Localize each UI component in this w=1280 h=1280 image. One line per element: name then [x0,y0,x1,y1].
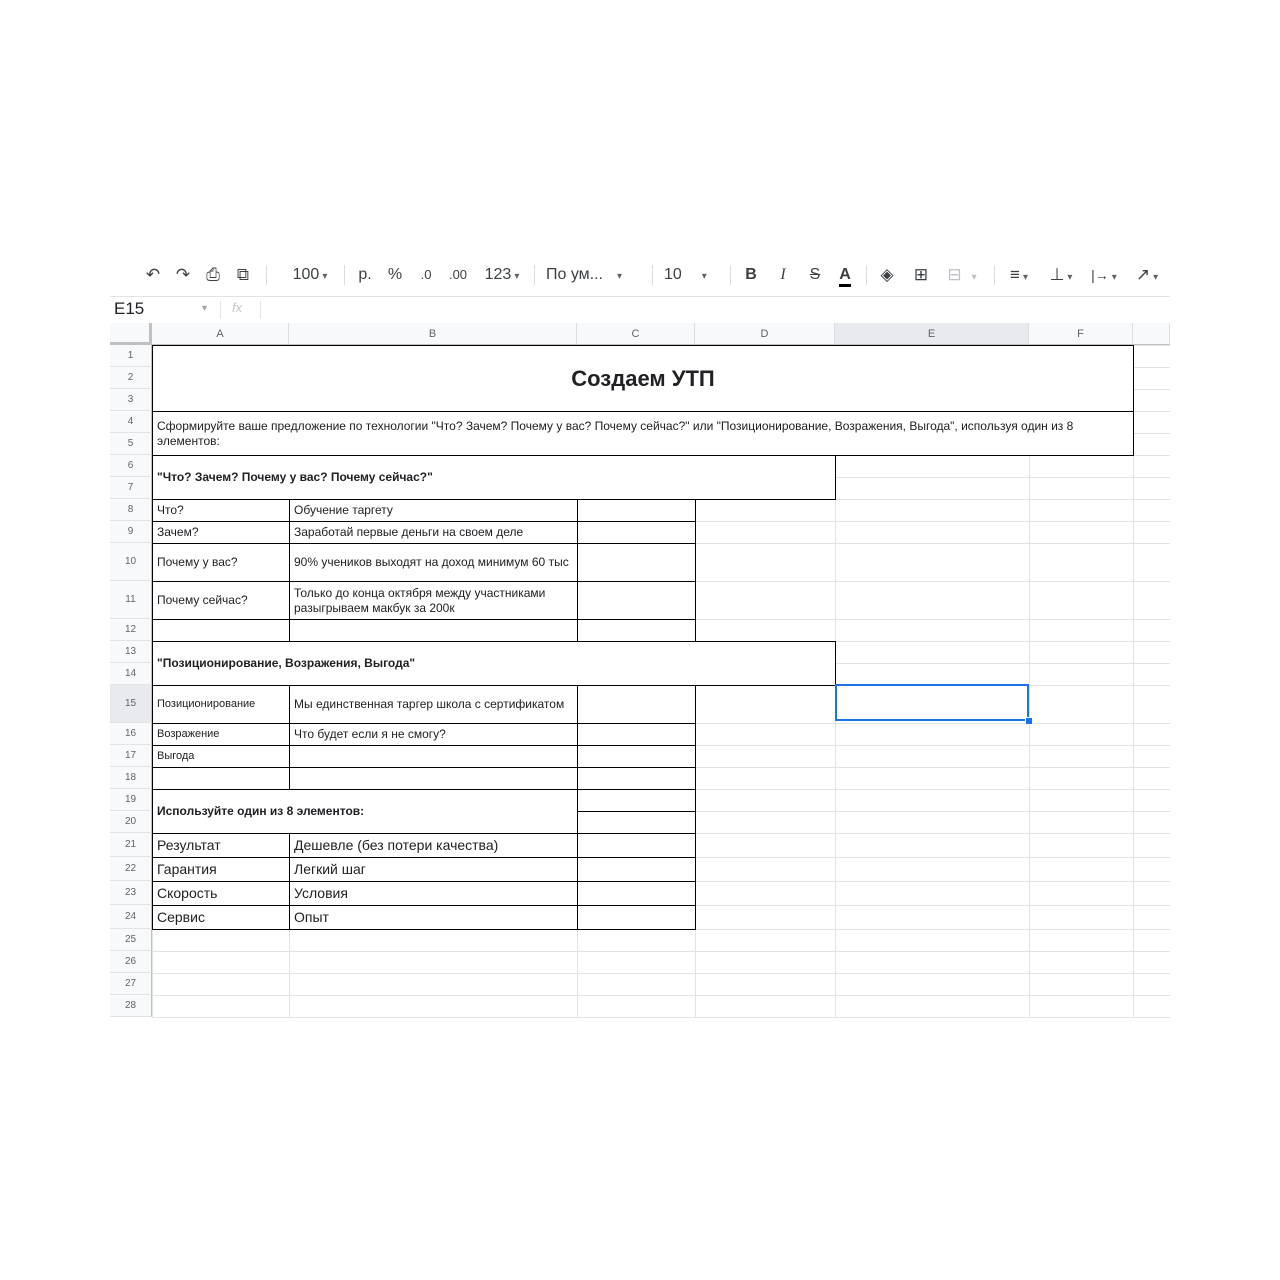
chevron-down-icon: ▾ [971,272,977,283]
text-wrap-icon[interactable] [1086,262,1122,288]
row-header-14[interactable]: 14 [110,663,152,685]
row-header-26[interactable]: 26 [110,951,152,973]
row-header-15[interactable]: 15 [110,685,152,723]
blank-cell[interactable] [577,881,696,906]
row-header-3[interactable]: 3 [110,389,152,411]
row-header-2[interactable]: 2 [110,367,152,389]
undo-icon[interactable]: ↶ [145,265,161,284]
vertical-align-icon[interactable] [1044,262,1078,288]
blank-cell[interactable] [577,811,696,834]
fill-handle[interactable] [1025,717,1033,725]
section2-title[interactable]: "Позиционирование, Возражения, Выгода" [152,641,836,686]
element-item[interactable]: Сервис [152,905,290,930]
chevron-down-icon: ▾ [1067,272,1073,283]
row-header-24[interactable]: 24 [110,905,152,929]
row-header-20[interactable]: 20 [110,811,152,833]
blank-cell[interactable] [152,767,290,790]
section3-title[interactable]: Используйте один из 8 элементов: [152,789,578,834]
column-header-a[interactable]: A [152,323,289,345]
number-format-select[interactable] [478,262,526,288]
divider [220,301,221,319]
horizontal-align-icon[interactable] [1002,262,1036,288]
section1-question[interactable]: Почему сейчас? [152,581,290,620]
zoom-select[interactable] [280,262,340,288]
text-rotation-icon[interactable] [1130,262,1164,288]
element-item[interactable]: Дешевле (без потери качества) [289,833,578,858]
redo-icon[interactable]: ↷ [175,265,191,284]
section2-question[interactable]: Позиционирование [152,685,290,724]
blank-cell[interactable] [577,789,696,812]
merge-cells-glyph: ⊟ [947,265,962,284]
toolbar-separator [730,265,731,285]
select-all-corner[interactable] [110,323,152,345]
toolbar-separator [344,265,345,285]
borders-icon[interactable]: ⊞ [913,265,929,284]
column-header-f[interactable]: F [1029,323,1133,345]
chevron-down-icon: ▾ [617,271,623,282]
font-size-label: 10 [664,266,682,283]
chevron-down-icon: ▾ [1111,272,1117,283]
section2-extra[interactable] [577,745,696,768]
section1-extra[interactable] [577,543,696,582]
column-header-e[interactable]: E [835,323,1029,345]
section1-question[interactable]: Почему у вас? [152,543,290,582]
row-header-12[interactable]: 12 [110,619,152,641]
column-header-d[interactable]: D [695,323,835,345]
toolbar [130,258,1170,292]
column-header-c[interactable]: C [577,323,695,345]
toolbar-separator [994,265,995,285]
row-header-16[interactable]: 16 [110,723,152,745]
wrap-glyph: |→ [1091,267,1109,283]
row-header-19[interactable]: 19 [110,789,152,811]
chevron-down-icon: ▾ [701,271,707,282]
section1-title[interactable]: "Что? Зачем? Почему у вас? Почему сейчас?" [152,455,836,500]
element-item[interactable]: Легкий шаг [289,857,578,882]
column-header-b[interactable]: B [289,323,577,345]
blank-cell[interactable] [577,619,696,642]
row-header-6[interactable]: 6 [110,455,152,477]
bold-button[interactable]: B [745,266,757,283]
row-header-22[interactable]: 22 [110,857,152,881]
toolbar-separator [534,265,535,285]
selected-cell-e15[interactable] [835,684,1029,721]
section1-answer[interactable]: Заработай первые деньги на своем деле [289,521,578,544]
blank-cell[interactable] [289,619,578,642]
section2-answer[interactable] [289,745,578,768]
blank-cell[interactable] [577,857,696,882]
chevron-down-icon: ▾ [514,271,520,282]
row-header-5[interactable]: 5 [110,433,152,455]
row-header-13[interactable]: 13 [110,641,152,663]
section2-answer[interactable]: Мы единственная таргер школа с сертификатом [289,685,578,724]
font-family-label: По ум... [546,266,603,283]
font-family-select[interactable] [546,262,644,288]
toolbar-separator [652,265,653,285]
blank-cell[interactable] [289,767,578,790]
valign-glyph: ⊥ [1049,265,1065,284]
formula-bar [110,296,1170,323]
gridline [152,1017,1170,1018]
row-header-21[interactable]: 21 [110,833,152,857]
fx-icon: fx [232,300,243,315]
section2-extra[interactable] [577,685,696,724]
section1-extra[interactable] [577,499,696,522]
chevron-down-icon: ▾ [322,271,328,282]
chevron-down-icon: ▾ [1022,272,1028,283]
fill-color-icon[interactable]: ◈ [880,265,894,284]
decrease-decimal-button[interactable]: .0 [420,267,432,282]
row-header-11[interactable]: 11 [110,581,152,619]
element-item[interactable]: Гарантия [152,857,290,882]
row-header-27[interactable]: 27 [110,973,152,995]
section1-question[interactable]: Зачем? [152,521,290,544]
element-item[interactable]: Опыт [289,905,578,930]
toolbar-separator [266,265,267,285]
section1-extra[interactable] [577,581,696,620]
section1-answer[interactable]: Обучение таргету [289,499,578,522]
row-header-10[interactable]: 10 [110,543,152,581]
element-item[interactable]: Скорость [152,881,290,906]
print-icon[interactable]: ⎙ [206,265,220,284]
section1-answer[interactable]: 90% учеников выходят на доход минимум 60 тыс [289,543,578,582]
number-format-label: 123 [484,266,512,283]
row-header-23[interactable]: 23 [110,881,152,905]
strikethrough-button[interactable]: S [809,266,821,283]
section2-question[interactable]: Возражение [152,723,290,746]
toolbar-separator [866,265,867,285]
intro-text[interactable]: Сформируйте ваше предложение по технологии "Что? Зачем? Почему у вас? Почему сейчас?" или "Позиционирование, Возражения, Выгода", используя один из 8 элементов: [152,411,1134,456]
text-color-button[interactable] [834,262,856,288]
element-item[interactable]: Условия [289,881,578,906]
section2-extra[interactable] [577,723,696,746]
sheet-title[interactable]: Создаем УТП [152,345,1134,412]
zoom-value: 100 [292,266,320,283]
section1-answer[interactable]: Только до конца октября между участниками разыгрываем макбук за 200к [289,581,578,620]
element-item[interactable]: Результат [152,833,290,858]
paint-format-icon[interactable]: ⧉ [236,265,250,284]
halign-glyph: ≡ [1010,265,1020,284]
row-header-28[interactable]: 28 [110,995,152,1017]
section1-question[interactable]: Что? [152,499,290,522]
row-header-17[interactable]: 17 [110,745,152,767]
row-header-18[interactable]: 18 [110,767,152,789]
section1-extra[interactable] [577,521,696,544]
column-header-extra[interactable] [1133,323,1170,345]
section2-question[interactable]: Выгода [152,745,290,768]
gridline [152,995,1170,996]
row-header-9[interactable]: 9 [110,521,152,543]
divider [260,301,261,319]
text-color-label: A [839,266,851,287]
increase-decimal-button[interactable]: .00 [448,267,468,282]
blank-cell[interactable] [152,619,290,642]
row-header-8[interactable]: 8 [110,499,152,521]
section2-answer[interactable]: Что будет если я не смогу? [289,723,578,746]
font-size-select[interactable] [664,262,722,288]
gridline [152,973,1170,974]
blank-cell[interactable] [577,767,696,790]
row-header-7[interactable]: 7 [110,477,152,499]
currency-button[interactable]: р. [358,266,372,283]
blank-cell[interactable] [577,833,696,858]
blank-cell[interactable] [577,905,696,930]
row-header-4[interactable]: 4 [110,411,152,433]
row-header-25[interactable]: 25 [110,929,152,951]
row-header-1[interactable]: 1 [110,345,152,367]
chevron-down-icon[interactable]: ▾ [202,303,208,314]
merge-cells-icon[interactable] [942,262,982,288]
rotate-glyph: ↗ [1135,265,1151,284]
chevron-down-icon: ▾ [1153,272,1159,283]
gridline [152,951,1170,952]
name-box[interactable]: E15 [114,299,145,318]
italic-button[interactable]: I [780,266,786,283]
percent-button[interactable]: % [387,266,403,283]
